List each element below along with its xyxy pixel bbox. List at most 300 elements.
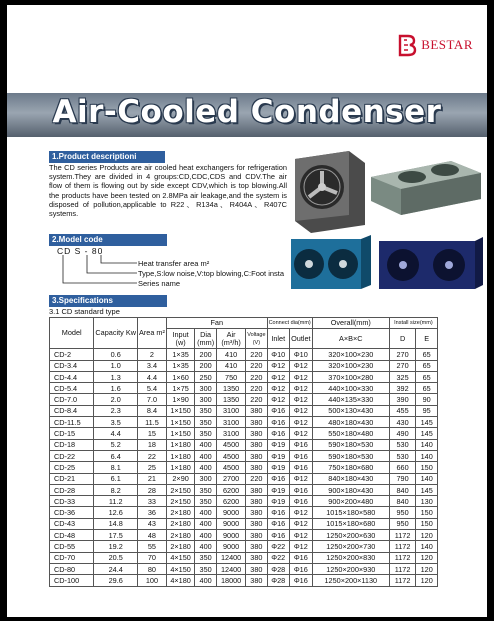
table-cell: 400 <box>195 518 217 529</box>
table-cell: 4×150 <box>166 563 194 574</box>
table-cell: 9000 <box>217 518 246 529</box>
table-cell: 840 <box>389 496 416 507</box>
page-title: Air-Cooled Condenser <box>52 94 442 130</box>
table-cell: 1250×200×1130 <box>312 575 389 586</box>
table-cell: 380 <box>246 541 267 552</box>
table-cell: Φ22 <box>267 541 289 552</box>
table-cell: 350 <box>195 496 217 507</box>
table-header-input: Input (w) <box>166 329 194 349</box>
table-cell: Φ28 <box>267 563 289 574</box>
table-cell: 380 <box>246 428 267 439</box>
table-cell: Φ12 <box>289 507 312 518</box>
table-row <box>50 417 438 428</box>
table-cell: Φ12 <box>289 371 312 382</box>
table-cell: 5.4 <box>137 383 166 394</box>
table-cell: Φ22 <box>267 552 289 563</box>
table-cell: Φ16 <box>267 518 289 529</box>
table-cell: Φ10 <box>267 349 289 360</box>
table-cell: 430 <box>389 417 416 428</box>
table-cell: 6200 <box>217 496 246 507</box>
table-row <box>50 507 438 518</box>
table-cell: 2.0 <box>94 394 138 405</box>
table-cell: 48 <box>137 530 166 541</box>
table-cell: 380 <box>246 462 267 473</box>
table-header-d: D <box>389 329 416 349</box>
table-cell: Φ12 <box>289 518 312 529</box>
table-cell: CD-25 <box>50 462 94 473</box>
table-cell: 1250×200×930 <box>312 563 389 574</box>
catalog-page <box>7 5 487 617</box>
table-row <box>50 383 438 394</box>
table-cell: Φ12 <box>289 473 312 484</box>
table-cell: 350 <box>195 552 217 563</box>
table-cell: 65 <box>416 371 438 382</box>
table-cell: 380 <box>246 575 267 586</box>
table-cell: Φ12 <box>289 530 312 541</box>
table-cell: 1×35 <box>166 360 194 371</box>
table-cell: 6.1 <box>94 473 138 484</box>
table-cell: 660 <box>389 462 416 473</box>
table-cell: 2×150 <box>166 496 194 507</box>
table-cell: 500×130×430 <box>312 405 389 416</box>
table-cell: 490 <box>389 428 416 439</box>
bestar-logo-icon <box>396 33 418 57</box>
table-cell: CD-22 <box>50 450 94 461</box>
table-cell: 270 <box>389 360 416 371</box>
brand <box>396 33 473 57</box>
table-cell: 380 <box>246 405 267 416</box>
table-cell: Φ16 <box>289 496 312 507</box>
table-cell: CD-18 <box>50 439 94 450</box>
table-cell: 145 <box>416 428 438 439</box>
table-cell: 1×150 <box>166 428 194 439</box>
table-cell: 480×180×430 <box>312 417 389 428</box>
table-cell: 550×180×480 <box>312 428 389 439</box>
table-cell: 80 <box>137 563 166 574</box>
table-cell: Φ16 <box>289 484 312 495</box>
table-header-model: Model <box>50 318 94 349</box>
table-cell: 380 <box>246 484 267 495</box>
table-header-outlet: Outlet <box>289 329 312 349</box>
table-cell: 5.2 <box>94 439 138 450</box>
table-cell: Φ16 <box>289 462 312 473</box>
table-cell: CD-100 <box>50 575 94 586</box>
table-cell: 8.2 <box>94 484 138 495</box>
table-cell: Φ19 <box>267 462 289 473</box>
product-description: The CD series Products are air cooled heat exchangers for refrigeration system.They are divided in 4 groups:CD,CDC,CDS and CDV.The air flow of them is flowing out by side except CDV,which is top blowing.All the products have been tested on 2.8MPa air leakage,and the system is disposed of pollution,applicable to R22、R134a、R404A、R407C systems. <box>49 163 287 219</box>
table-cell: 320×100×230 <box>312 360 389 371</box>
section-heading-model-code: 2.Model code <box>49 234 167 246</box>
table-cell: CD-70 <box>50 552 94 563</box>
model-code-leader-lines <box>57 255 137 287</box>
table-cell: 21 <box>137 473 166 484</box>
table-cell: 840 <box>389 484 416 495</box>
table-cell: 8.4 <box>137 405 166 416</box>
table-row <box>50 484 438 495</box>
table-cell: 11.2 <box>94 496 138 507</box>
table-cell: 380 <box>246 439 267 450</box>
table-cell: Φ16 <box>289 563 312 574</box>
table-cell: 2.3 <box>94 405 138 416</box>
table-cell: 1015×180×680 <box>312 518 389 529</box>
table-cell: 3100 <box>217 417 246 428</box>
table-cell: 1172 <box>389 563 416 574</box>
table-cell: 320×100×230 <box>312 349 389 360</box>
table-cell: 140 <box>416 450 438 461</box>
table-row <box>50 360 438 371</box>
table-row <box>50 496 438 507</box>
table-cell: 33 <box>137 496 166 507</box>
table-cell: 3100 <box>217 428 246 439</box>
table-cell: CD-8.4 <box>50 405 94 416</box>
table-cell: 1250×200×730 <box>312 541 389 552</box>
table-cell: 455 <box>389 405 416 416</box>
table-cell: Φ19 <box>267 496 289 507</box>
table-cell: 1172 <box>389 530 416 541</box>
table-cell: 1×75 <box>166 383 194 394</box>
table-cell: CD-5.4 <box>50 383 94 394</box>
table-cell: 270 <box>389 349 416 360</box>
table-cell: 2×150 <box>166 484 194 495</box>
condenser-photo-low-noise <box>377 237 485 293</box>
table-cell: 4.4 <box>94 428 138 439</box>
table-cell: 120 <box>416 563 438 574</box>
table-cell: Φ12 <box>289 428 312 439</box>
table-header-air: Air (m³/h) <box>217 329 246 349</box>
table-cell: 145 <box>416 484 438 495</box>
table-cell: 300 <box>195 383 217 394</box>
table-cell: 380 <box>246 518 267 529</box>
table-row <box>50 428 438 439</box>
table-cell: 1172 <box>389 541 416 552</box>
table-cell: 410 <box>217 349 246 360</box>
table-row <box>50 405 438 416</box>
table-cell: 65 <box>416 349 438 360</box>
table-cell: 29.6 <box>94 575 138 586</box>
table-row <box>50 450 438 461</box>
table-cell: 220 <box>246 383 267 394</box>
table-cell: CD-15 <box>50 428 94 439</box>
table-cell: 950 <box>389 507 416 518</box>
table-cell: 1.0 <box>94 360 138 371</box>
model-code: CD S - 80 <box>57 246 104 256</box>
title-banner <box>7 93 487 137</box>
table-cell: 840×180×430 <box>312 473 389 484</box>
table-cell: 1.3 <box>94 371 138 382</box>
model-code-legend-area: Heat transfer area m² <box>138 259 210 268</box>
table-cell: 9000 <box>217 541 246 552</box>
table-cell: 380 <box>246 563 267 574</box>
table-cell: 200 <box>195 360 217 371</box>
table-cell: Φ19 <box>267 439 289 450</box>
table-cell: Φ16 <box>267 530 289 541</box>
table-cell: 900×200×480 <box>312 496 389 507</box>
table-cell: 140 <box>416 439 438 450</box>
table-cell: CD-43 <box>50 518 94 529</box>
table-cell: 120 <box>416 530 438 541</box>
table-cell: 590×180×530 <box>312 450 389 461</box>
condenser-photo-twin-fan <box>289 233 373 295</box>
table-row <box>50 563 438 574</box>
table-cell: Φ28 <box>267 575 289 586</box>
table-cell: 70 <box>137 552 166 563</box>
table-cell: 1350 <box>217 383 246 394</box>
table-cell: 1172 <box>389 575 416 586</box>
table-cell: 300 <box>195 394 217 405</box>
table-cell: 8.1 <box>94 462 138 473</box>
table-cell: 400 <box>195 541 217 552</box>
table-row <box>50 439 438 450</box>
table-cell: 750 <box>217 371 246 382</box>
table-cell: 120 <box>416 552 438 563</box>
table-cell: 900×180×430 <box>312 484 389 495</box>
table-cell: 145 <box>416 417 438 428</box>
table-row <box>50 371 438 382</box>
table-cell: CD-4.4 <box>50 371 94 382</box>
table-cell: 220 <box>246 394 267 405</box>
table-cell: 380 <box>246 496 267 507</box>
table-cell: 400 <box>195 450 217 461</box>
table-cell: CD-48 <box>50 530 94 541</box>
table-cell: Φ16 <box>267 428 289 439</box>
table-cell: 220 <box>246 349 267 360</box>
table-cell: 410 <box>217 360 246 371</box>
table-cell: 95 <box>416 405 438 416</box>
table-cell: 12400 <box>217 552 246 563</box>
table-cell: Φ16 <box>267 417 289 428</box>
table-cell: 24.4 <box>94 563 138 574</box>
table-cell: 7.0 <box>137 394 166 405</box>
specifications-table <box>49 317 438 587</box>
table-cell: 1×180 <box>166 450 194 461</box>
table-cell: Φ12 <box>267 383 289 394</box>
table-cell: 1×150 <box>166 417 194 428</box>
table-cell: Φ10 <box>289 349 312 360</box>
table-cell: 1×60 <box>166 371 194 382</box>
table-cell: 220 <box>246 473 267 484</box>
table-cell: 2×180 <box>166 530 194 541</box>
table-cell: 2×90 <box>166 473 194 484</box>
table-cell: 4.4 <box>137 371 166 382</box>
table-cell: CD-7.0 <box>50 394 94 405</box>
table-cell: 4500 <box>217 439 246 450</box>
table-cell: 1172 <box>389 552 416 563</box>
table-cell: 380 <box>246 530 267 541</box>
table-cell: 380 <box>246 552 267 563</box>
table-cell: CD-55 <box>50 541 94 552</box>
table-cell: Φ16 <box>289 439 312 450</box>
condenser-photo-side <box>289 145 369 235</box>
table-cell: 220 <box>246 371 267 382</box>
table-cell: 4500 <box>217 450 246 461</box>
table-cell: 325 <box>389 371 416 382</box>
table-cell: 1×35 <box>166 349 194 360</box>
table-cell: Φ19 <box>267 484 289 495</box>
table-cell: 350 <box>195 563 217 574</box>
table-cell: 140 <box>416 473 438 484</box>
table-cell: Φ12 <box>289 405 312 416</box>
table-row <box>50 462 438 473</box>
table-cell: 65 <box>416 360 438 371</box>
table-cell: 1×180 <box>166 462 194 473</box>
table-cell: 4×150 <box>166 552 194 563</box>
table-cell: 15 <box>137 428 166 439</box>
table-cell: 140 <box>416 541 438 552</box>
table-cell: 11.5 <box>137 417 166 428</box>
model-code-legend-type: Type,S:low noise,V:top blowing,C:Foot insta <box>138 269 285 278</box>
table-header-capacity: Capacity Kw <box>94 318 138 349</box>
table-cell: 14.8 <box>94 518 138 529</box>
table-header-voltage: Voltage (V) <box>246 329 267 349</box>
table-cell: Φ16 <box>289 552 312 563</box>
table-cell: Φ16 <box>267 507 289 518</box>
table-cell: 2×180 <box>166 541 194 552</box>
table-cell: 350 <box>195 484 217 495</box>
table-cell: 1×150 <box>166 405 194 416</box>
table-row <box>50 552 438 563</box>
table-cell: 1.6 <box>94 383 138 394</box>
table-cell: Φ16 <box>267 405 289 416</box>
table-cell: 2 <box>137 349 166 360</box>
table-cell: 590×180×530 <box>312 439 389 450</box>
table-cell: 3.5 <box>94 417 138 428</box>
table-cell: 4×180 <box>166 575 194 586</box>
table-cell: 150 <box>416 518 438 529</box>
table-row <box>50 518 438 529</box>
table-cell: 400 <box>195 439 217 450</box>
table-cell: 350 <box>195 428 217 439</box>
table-cell: 90 <box>416 394 438 405</box>
table-cell: 400 <box>195 462 217 473</box>
table-cell: 750×180×680 <box>312 462 389 473</box>
table-cell: 17.5 <box>94 530 138 541</box>
table-cell: 43 <box>137 518 166 529</box>
table-cell: Φ16 <box>289 575 312 586</box>
condenser-photo-top <box>367 155 485 220</box>
table-cell: 19.2 <box>94 541 138 552</box>
table-cell: 390 <box>389 394 416 405</box>
table-row <box>50 473 438 484</box>
table-cell: 36 <box>137 507 166 518</box>
table-cell: 400 <box>195 530 217 541</box>
table-header-connect: Connect dia(mm) <box>267 318 312 329</box>
table-cell: 2700 <box>217 473 246 484</box>
table-cell: CD-3.4 <box>50 360 94 371</box>
table-cell: Φ12 <box>267 371 289 382</box>
table-cell: 1015×180×580 <box>312 507 389 518</box>
table-cell: 2×180 <box>166 518 194 529</box>
table-cell: CD-21 <box>50 473 94 484</box>
table-cell: 12400 <box>217 563 246 574</box>
table-row <box>50 541 438 552</box>
table-cell: 300 <box>195 473 217 484</box>
section-heading-product: 1.Product descriptioni <box>49 151 165 163</box>
table-header-abc: A×B×C <box>312 329 389 349</box>
table-cell: CD-80 <box>50 563 94 574</box>
table-cell: 790 <box>389 473 416 484</box>
table-cell: 120 <box>416 575 438 586</box>
table-header-overall: Overall(mm) <box>312 318 389 329</box>
table-cell: 150 <box>416 462 438 473</box>
table-cell: 350 <box>195 417 217 428</box>
table-cell: 3100 <box>217 405 246 416</box>
table-cell: 55 <box>137 541 166 552</box>
table-cell: 220 <box>246 360 267 371</box>
brand-name: BESTAR <box>421 37 473 52</box>
table-cell: 22 <box>137 450 166 461</box>
specifications-table-body <box>50 349 438 586</box>
table-cell: Φ12 <box>289 394 312 405</box>
table-cell: 400 <box>195 575 217 586</box>
specifications-subtitle: 3.1 CD standard type <box>49 307 120 316</box>
table-cell: 12.6 <box>94 507 138 518</box>
table-cell: 28 <box>137 484 166 495</box>
table-cell: 392 <box>389 383 416 394</box>
table-cell: 530 <box>389 450 416 461</box>
table-cell: Φ12 <box>267 394 289 405</box>
table-cell: CD-28 <box>50 484 94 495</box>
table-cell: 1250×200×630 <box>312 530 389 541</box>
table-cell: 20.5 <box>94 552 138 563</box>
table-cell: 200 <box>195 349 217 360</box>
table-cell: CD-2 <box>50 349 94 360</box>
table-cell: 18000 <box>217 575 246 586</box>
table-cell: Φ12 <box>289 383 312 394</box>
table-cell: 65 <box>416 383 438 394</box>
table-cell: 0.6 <box>94 349 138 360</box>
table-cell: 250 <box>195 371 217 382</box>
table-cell: 440×135×330 <box>312 394 389 405</box>
table-cell: 380 <box>246 417 267 428</box>
table-cell: 9000 <box>217 507 246 518</box>
table-header-install: Install size(mm) <box>389 318 437 329</box>
table-cell: Φ16 <box>289 450 312 461</box>
table-cell: 6200 <box>217 484 246 495</box>
table-cell: 350 <box>195 405 217 416</box>
table-cell: 380 <box>246 450 267 461</box>
table-cell: 150 <box>416 507 438 518</box>
table-cell: CD-11.5 <box>50 417 94 428</box>
table-header-inlet: Inlet <box>267 329 289 349</box>
table-header-dia: Dia (mm) <box>195 329 217 349</box>
table-cell: 130 <box>416 496 438 507</box>
table-cell: Φ12 <box>267 360 289 371</box>
table-header-fan: Fan <box>166 318 267 329</box>
table-cell: 18 <box>137 439 166 450</box>
model-code-legend-series: Series name <box>138 279 181 288</box>
table-cell: Φ12 <box>289 360 312 371</box>
table-cell: 2×180 <box>166 507 194 518</box>
table-row <box>50 575 438 586</box>
table-header-area: Area m² <box>137 318 166 349</box>
table-cell: 100 <box>137 575 166 586</box>
table-cell: CD-33 <box>50 496 94 507</box>
table-cell: 3.4 <box>137 360 166 371</box>
table-cell: 370×100×280 <box>312 371 389 382</box>
table-cell: Φ12 <box>289 541 312 552</box>
table-row <box>50 394 438 405</box>
table-cell: 440×100×330 <box>312 383 389 394</box>
table-cell: 400 <box>195 507 217 518</box>
table-row <box>50 349 438 360</box>
table-cell: 1×180 <box>166 439 194 450</box>
table-cell: Φ16 <box>267 473 289 484</box>
table-cell: 380 <box>246 507 267 518</box>
table-cell: 1×90 <box>166 394 194 405</box>
table-row <box>50 530 438 541</box>
table-cell: 4500 <box>217 462 246 473</box>
table-header-e: E <box>416 329 438 349</box>
